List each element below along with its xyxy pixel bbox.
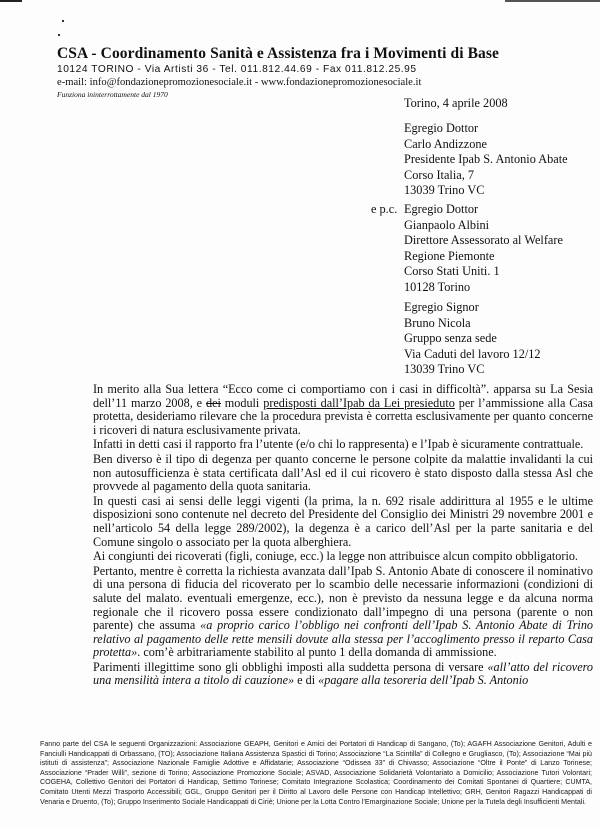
address-line: 10128 Torino — [404, 279, 471, 294]
address-line: Egregio Dottor — [404, 121, 479, 135]
address-line: Egregio Signor — [404, 300, 479, 314]
address-line: Direttore Assessorato al Welfare — [404, 233, 563, 247]
address-line: Corso Stati Uniti. 1 — [404, 264, 500, 278]
quoted-text: «a proprio carico l’obbligo nei confronti dell’Ipab S. Antonio Abate di Trino relativo al pagamento delle rette mensili dovute alla stessa per l’accoglimento presso il reparto Casa protetta» — [93, 618, 594, 660]
address-line: Bruno Nicola — [404, 315, 471, 330]
organization-contact: e-mail: info@fondazionepromozionesociale.it - www.fondazionepromozionesociale.it — [57, 77, 422, 88]
scan-speck — [58, 34, 60, 36]
address-line: Regione Piemonte — [404, 248, 495, 263]
letter-body — [93, 383, 593, 689]
paragraph — [93, 661, 593, 688]
cc-recipient-address — [404, 300, 541, 378]
address-line: Gruppo senza sede — [404, 331, 497, 345]
address-line: Egregio Dottor — [404, 202, 479, 216]
cc-recipient-address — [404, 202, 563, 295]
cc-label: e p.c. — [371, 202, 398, 216]
address-line: 13039 Trino VC — [404, 362, 485, 376]
scan-border — [0, 0, 600, 3]
letterhead — [57, 45, 499, 100]
organization-motto: Funziona ininterrottamente dal 1970 — [57, 90, 168, 99]
underlined-text: predisposti dall’Ipab da Lei presieduto — [263, 395, 455, 410]
paragraph — [93, 383, 593, 437]
paragraph: Infatti in detti casi il rapporto fra l’utente (e/o chi lo rappresenta) e l’Ipab è sicuramente contrattuale. — [93, 437, 584, 452]
text-run: moduli — [220, 395, 264, 410]
paragraph: In questi casi ai sensi delle leggi vigenti (la prima, la n. 692 risale addirittura al 1955 e le ultime disposizioni sono contenute nel decreto del Presidente del Consiglio dei Ministri 29 novembre 2001 e nell’articolo 54 della legge 289/2002), la degenza è a carico dell’Asl per la parte sanitaria e del Comune singolo o associato per la quota alberghiera. — [93, 493, 593, 549]
paragraph — [93, 565, 593, 660]
address-line: Corso Italia, 7 — [404, 167, 475, 182]
organization-name: CSA - Coordinamento Sanità e Assistenza fra i Movimenti di Base — [57, 45, 500, 62]
quoted-text: «all’atto del ricovero una mensilità intera a titolo di cauzione» — [93, 659, 593, 688]
address-line: Gianpaolo Albini — [404, 217, 490, 232]
struck-text: dei — [205, 395, 221, 410]
text-run: per l’ammissione alla Casa protetta, desideriamo rilevare che la procedura prevista è corretta esclusivamente per quanto concerne i ricoveri di natura esclusivamente privata. — [93, 395, 593, 437]
letter-date: Torino, 4 aprile 2008 — [404, 96, 508, 110]
recipient-address — [404, 121, 568, 199]
text-run: Pertanto, mentre è corretta la richiesta avanzata dall’Ipab S. Antonio Abate di conoscere il nominativo di una persona di fiducia del ricoverato per lo scambio delle necessarie informazioni (condizioni di salute del malato. eventuali emergenze, ecc.), non è previsto da nessuna legge e da alcuna norma regionale che il ricovero possa essere condizionato dall’impegno di una persona (parente o non parente) che assuma — [93, 563, 593, 633]
text-run: Parimenti illegittime sono gli obblighi imposti alla suddetta persona di versare — [93, 659, 488, 674]
address-line: Presidente Ipab S. Antonio Abate — [404, 152, 568, 166]
text-run: In merito alla Sua lettera “Ecco come ci comportiamo con i casi in difficoltà”. apparsa su La Sesia dell’11 marzo 2008, e — [93, 382, 593, 410]
paragraph: Ai congiunti dei ricoverati (figli, coniuge, ecc.) la legge non attribuisce alcun compito obbligatorio. — [93, 549, 578, 564]
member-organizations-footer: Fanno parte del CSA le seguenti Organizzazioni: Associazione GEAPH, Genitori e Amici dei Portatori di Handicap di Sangano, (To); AGAFH Associazione Genitori, Adulti e Fanciulli Handicappati di Orbassano, (TO); Associazione Italiana Assistenza Spastici di Torino; Associazione “La Scintilla” di Collegno e Grugliasco, (To); Associazione “Mai più istituti di assistenza”; Associazione Nazionale Famiglie Adottive e Affidatarie; Associazione “Odissea 33” di Chivasso; Associazione “Oltre il Ponte” di Lanzo Torinese; Associazione “Prader Willi”, sezione di Torino; Associazione Promozione Sociale; ASVAD, Associazione Solidarietà Volontariato a Domicilio; Associazione Tutori Volontari; COGEHA, Collettivo Genitori dei Portatori di Handicap, Settimo Torinese; Comitato Integrazione Scolastica; Coordinamento dei Comitati Spontanei di Quartiere; CUMTA, Comitato Utenti Mezzi Trasporto Accessibili; GGL, Gruppo Genitori per il Diritto al Lavoro delle Persone con Handicap Intellettivo; GRH, Genitori Ragazzi Handicappati di Venaria e Druento, (To); Gruppo Inserimento Sociale Handicappati di Ciriè; Unione per la Lotta Contro l’Emarginazione Sociale; Unione per la Tutela degli Insufficienti Mentali. — [40, 740, 592, 806]
scan-speck — [62, 20, 64, 22]
address-line: Carlo Andizzone — [404, 136, 487, 151]
address-line: 13039 Trino VC — [404, 183, 485, 197]
paragraph: Ben diverso è il tipo di degenza per quanto concerne le persone colpite da malattie invalidanti la cui non autosufficienza è stata certificata dall’Asl ed il cui ricovero è stato disposto dalla stessa Asl che provvede al pagamento della quota sanitaria. — [93, 451, 593, 494]
text-run: . com’è arbitrariamente stabilito al punto 1 della domanda di ammissione. — [137, 645, 497, 660]
organization-address: 10124 TORINO - Via Artisti 36 - Tel. 011.812.44.69 - Fax 011.812.25.95 — [57, 64, 417, 75]
quoted-text: «pagare alla tesoreria dell’Ipab S. Antonio — [318, 673, 529, 688]
scan-mark-left — [0, 0, 22, 2]
scan-mark-right — [505, 0, 600, 2]
address-line: Via Caduti del lavoro 12/12 — [404, 346, 541, 361]
text-run: e di — [294, 673, 319, 688]
